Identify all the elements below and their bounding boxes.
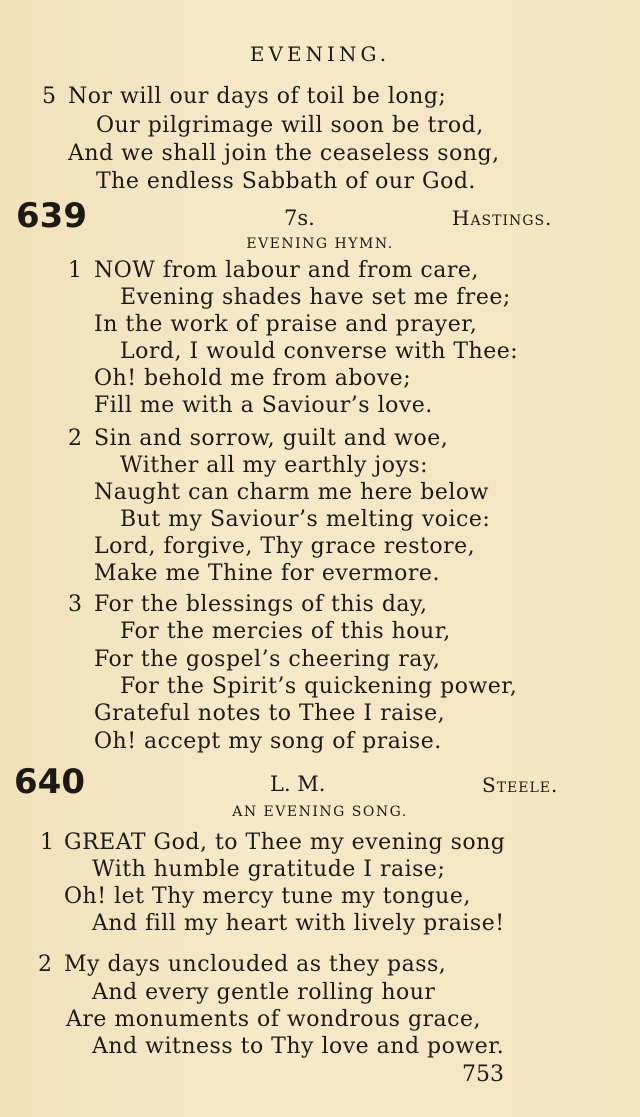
verse-line: Grateful notes to Thee I raise, bbox=[94, 701, 446, 726]
running-head: EVENING. bbox=[249, 42, 391, 66]
verse-line: Evening shades have set me free; bbox=[120, 285, 511, 310]
verse-line: Are monuments of wondrous grace, bbox=[66, 1007, 482, 1032]
verse-line: For the mercies of this hour, bbox=[120, 619, 451, 644]
verse-line: And witness to Thy love and power. bbox=[92, 1034, 505, 1059]
verse-line: The endless Sabbath of our God. bbox=[96, 169, 476, 194]
stanza-number: 2 bbox=[38, 952, 52, 977]
verse-line: Oh! accept my song of praise. bbox=[94, 729, 442, 754]
verse-line: Naught can charm me here below bbox=[94, 480, 490, 505]
verse-line: Lord, I would converse with Thee: bbox=[120, 339, 519, 364]
hymn-tune: Hastings. bbox=[452, 206, 553, 230]
stanza-number: 1 bbox=[40, 830, 54, 855]
page-number: 753 bbox=[462, 1062, 504, 1087]
verse-line: Our pilgrimage will soon be trod, bbox=[96, 113, 484, 138]
verse-line: Oh! behold me from above; bbox=[94, 366, 412, 391]
hymn-title: EVENING HYMN. bbox=[246, 236, 394, 252]
hymn-tune: Steele. bbox=[482, 773, 559, 797]
verse-line: But my Saviour’s melting voice: bbox=[120, 507, 491, 532]
stanza-number: 5 bbox=[42, 84, 56, 109]
hymn-meter: L. M. bbox=[270, 772, 326, 796]
verse-line: GREAT God, to Thee my evening song bbox=[64, 830, 506, 855]
verse-line: NOW from labour and from care, bbox=[94, 258, 479, 283]
hymn-title: AN EVENING SONG. bbox=[232, 804, 408, 820]
verse-line: In the work of praise and prayer, bbox=[94, 312, 478, 337]
hymn-number: 639 bbox=[16, 196, 87, 236]
verse-line: With humble gratitude I raise; bbox=[92, 857, 446, 882]
verse-line: For the blessings of this day, bbox=[94, 592, 428, 617]
verse-line: Nor will our days of toil be long; bbox=[68, 84, 447, 109]
verse-line: Wither all my earthly joys: bbox=[120, 453, 429, 478]
verse-line: And fill my heart with lively praise! bbox=[92, 911, 505, 936]
verse-line: Lord, forgive, Thy grace restore, bbox=[94, 534, 476, 559]
verse-line: Make me Thine for evermore. bbox=[94, 561, 440, 586]
verse-line: And every gentle rolling hour bbox=[92, 980, 436, 1005]
verse-line: And we shall join the ceaseless song, bbox=[68, 141, 500, 166]
verse-line: Fill me with a Saviour’s love. bbox=[94, 393, 433, 418]
verse-line: For the gospel’s cheering ray, bbox=[94, 647, 441, 672]
stanza-number: 2 bbox=[68, 426, 82, 451]
hymn-number: 640 bbox=[14, 762, 85, 802]
verse-line: My days unclouded as they pass, bbox=[64, 952, 447, 977]
hymn-meter: 7s. bbox=[284, 206, 315, 230]
stanza-number: 1 bbox=[68, 258, 82, 283]
verse-line: Sin and sorrow, guilt and woe, bbox=[94, 426, 449, 451]
verse-line: Oh! let Thy mercy tune my tongue, bbox=[64, 884, 471, 909]
stanza-number: 3 bbox=[68, 592, 82, 617]
verse-line: For the Spirit’s quickening power, bbox=[120, 674, 518, 699]
